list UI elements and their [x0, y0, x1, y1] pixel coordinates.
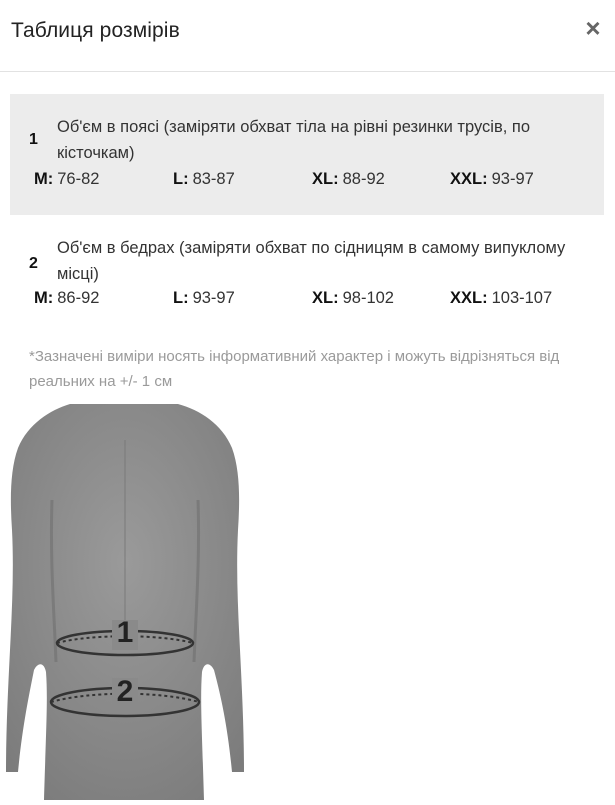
size-cell-l: L: 93-97: [173, 289, 235, 307]
modal-header: [0, 0, 615, 72]
modal-title: Таблиця розмірів: [11, 19, 180, 42]
measurement-hips: [10, 226, 604, 326]
measurement-description: Об'єм в бедрах (заміряти обхват по сідницям в самому випуклому місці): [57, 239, 566, 283]
size-cell-xxl: XXL: 103-107: [450, 289, 553, 307]
close-icon[interactable]: ×: [585, 13, 601, 43]
measurement-waist: [10, 94, 604, 215]
body-silhouette-image: [0, 400, 250, 800]
measurement-description: Об'єм в поясі (заміряти обхват тіла на рівні резинки трусів, по кісточкам): [57, 118, 531, 162]
size-row: [34, 289, 594, 313]
disclaimer-note: *Зазначені виміри носять інформативний характер і можуть відрізняться від реальних на +/- 1 см: [29, 348, 560, 390]
size-cell-xl: XL: 98-102: [312, 289, 394, 307]
body-figure: [0, 400, 250, 800]
size-cell-m: M: 76-82: [34, 170, 100, 188]
measurement-number: 1: [29, 131, 38, 148]
size-cell-xxl: XXL: 93-97: [450, 170, 534, 188]
size-cell-m: M: 86-92: [34, 289, 100, 307]
size-cell-xl: XL: 88-92: [312, 170, 385, 188]
size-cell-l: L: 83-87: [173, 170, 235, 188]
waist-label: 1: [116, 616, 134, 649]
size-row: [34, 170, 594, 194]
hip-label: 2: [116, 675, 134, 708]
measurement-number: 2: [29, 255, 38, 272]
